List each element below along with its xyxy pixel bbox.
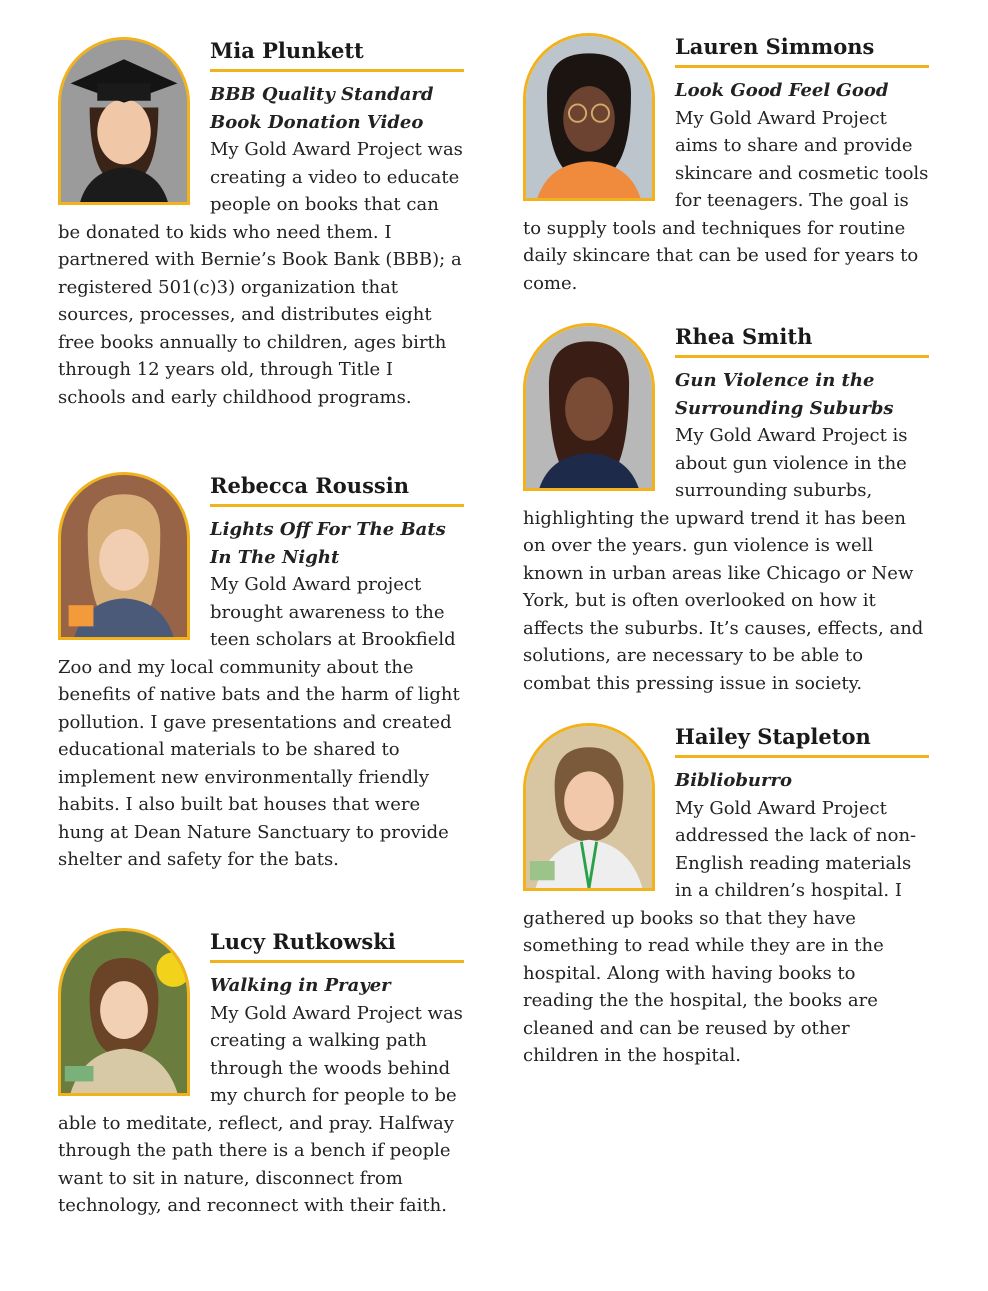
project-title: Biblioburro [675,770,792,791]
profile-name: Hailey Stapleton [675,723,929,758]
project-description: My Gold Award project brought awareness to the teen scholars at Brookfield Zoo and my local community about the benefits of native bats and the harm of light pollution. I gave presentations and created educational materials to be shared to implement new environmentally friendly habits. I also built bat houses that were hung at Dean Nature Sanctuary to provide shelter and safety for the bats. [58,574,460,870]
profile-text [523,367,929,697]
profile-text [58,516,464,874]
profile-name: Rhea Smith [675,323,929,358]
project-title: Lights Off For The Bats In The Night [210,519,446,568]
profile-text [58,972,464,1220]
profile-name: Lauren Simmons [675,33,929,68]
project-title: Look Good Feel Good [675,80,889,101]
project-description: My Gold Award Project aims to share and provide skincare and cosmetic tools for teenagers. The goal is to supply tools and techniques for routine daily skincare that can be used for years to come. [523,107,929,294]
profile-text [523,767,929,1070]
profile-text [523,77,929,297]
project-title: Gun Violence in the Surrounding Suburbs [675,370,894,419]
project-description: My Gold Award Project addressed the lack of non-English reading materials in a children’s hospital. I gathered up books so that they have something to read while they are in the hospital. Along with having books to reading the the hospital, the books are cleaned and can be reused by other children in the hospital. [523,797,917,1066]
profile-name: Rebecca Roussin [210,472,464,507]
project-title: Walking in Prayer [210,975,391,996]
profile-name: Mia Plunkett [210,37,464,72]
profile-text [58,81,464,411]
project-description: My Gold Award Project is about gun violence in the surrounding suburbs, highlighting the upward trend it has been on over the years. gun violence is well known in urban areas like Chicago or New York, but is often overlooked on how it affects the suburbs. It’s causes, effects, and solutions, are necessary to be able to combat this pressing issue in society. [523,425,924,694]
project-description: My Gold Award Project was creating a walking path through the woods behind my church for people to be able to meditate, reflect, and pray. Halfway through the path there is a bench if people want to sit in nature, disconnect from technology, and reconnect with their faith. [58,1002,463,1216]
project-title: BBB Quality Standard Book Donation Video [210,84,434,133]
profile-name: Lucy Rutkowski [210,928,464,963]
project-description: My Gold Award Project was creating a video to educate people on books that can be donated to kids who need them. I partnered with Bernie’s Book Bank (BBB); a registered 501(c)3) organization that sources, processes, and distributes eight free books annually to children, ages birth through 12 years old, through Title I schools and early childhood programs. [58,139,463,408]
